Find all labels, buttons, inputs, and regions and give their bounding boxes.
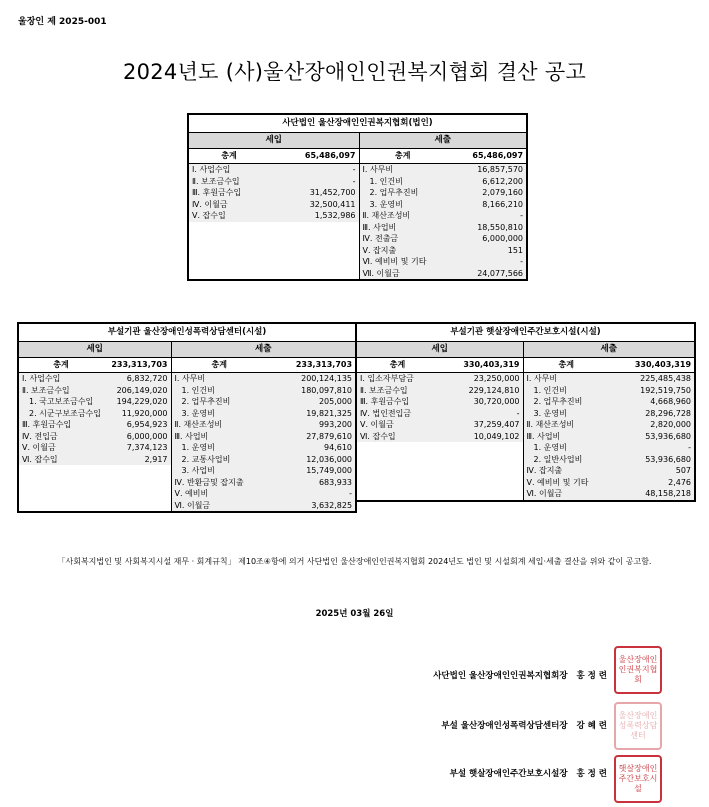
income-total-value: 65,486,097 (269, 149, 359, 164)
income-item-value: 6,954,923 (103, 419, 171, 431)
expense-total-label: 총계 (523, 358, 609, 373)
table-row (356, 419, 695, 431)
expense-item-label: 1. 인건비 (523, 385, 609, 397)
total-row (188, 149, 527, 164)
table-row (356, 385, 695, 397)
expense-item-value: 27,879,610 (267, 431, 356, 443)
expense-item-value: 180,097,810 (267, 385, 356, 397)
expense-item-label: Ⅴ. 예비비 (171, 488, 267, 500)
income-item-label: Ⅳ. 법인전입금 (356, 408, 438, 420)
caption-row (188, 114, 527, 133)
expense-item-label: Ⅶ. 이월금 (359, 268, 446, 281)
table-row (18, 396, 356, 408)
empty-cell (103, 488, 171, 500)
expense-item-value: 993,200 (267, 419, 356, 431)
table-row (188, 199, 527, 211)
expense-item-value: 6,000,000 (446, 233, 527, 245)
table-row (188, 233, 527, 245)
table-row (356, 373, 695, 385)
section-header-row (188, 133, 527, 149)
income-item-label: Ⅱ. 보조금수입 (188, 176, 269, 188)
expense-item-label: Ⅰ. 사무비 (523, 373, 609, 385)
expense-item-label: 1. 인건비 (359, 176, 446, 188)
empty-cell (18, 500, 103, 513)
expense-header: 세출 (171, 342, 356, 358)
official-seal (614, 646, 662, 694)
expense-item-value: - (267, 488, 356, 500)
table-row (356, 408, 695, 420)
expense-item-label: Ⅵ. 예비비 및 기타 (359, 256, 446, 268)
table-row (18, 408, 356, 420)
expense-item-value: - (446, 210, 527, 222)
table-row (188, 222, 527, 234)
income-total-label: 총계 (188, 149, 269, 164)
income-item-value: 37,259,407 (438, 419, 523, 431)
expense-item-label: 3. 운영비 (171, 408, 267, 420)
official-seal (614, 702, 662, 750)
signature-line-2 (441, 719, 607, 731)
expense-item-value: 507 (609, 465, 695, 477)
income-item-value: 194,229,020 (103, 396, 171, 408)
signer-name: 강 혜 련 (576, 721, 607, 731)
page-title: 2024년도 (사)울산장애인인권복지협회 결산 공고 (122, 60, 587, 84)
expense-item-label: Ⅳ. 반환금및 잡지출 (171, 477, 267, 489)
income-item-value: 6,000,000 (103, 431, 171, 443)
income-item-value: 32,500,411 (269, 199, 359, 211)
expense-item-label: Ⅱ. 재산조성비 (171, 419, 267, 431)
expense-item-value: - (609, 442, 695, 454)
empty-cell (188, 222, 269, 234)
caption-row (18, 323, 356, 342)
left-table-body (18, 323, 356, 512)
empty-cell (438, 454, 523, 466)
income-item-label: Ⅱ. 보조금수입 (356, 385, 438, 397)
expense-item-value: 12,036,000 (267, 454, 356, 466)
counseling-center-settlement-table (17, 322, 357, 513)
expense-item-value: 205,000 (267, 396, 356, 408)
empty-cell (438, 442, 523, 454)
expense-item-value: 94,610 (267, 442, 356, 454)
expense-item-label: Ⅱ. 재산조성비 (359, 210, 446, 222)
expense-item-label: 2. 업무추진비 (523, 396, 609, 408)
table-row (356, 442, 695, 454)
expense-item-label: Ⅴ. 예비비 및 기타 (523, 477, 609, 489)
expense-item-value: 53,936,680 (609, 431, 695, 443)
table-row (18, 488, 356, 500)
official-seal (614, 755, 662, 803)
signature-line-3 (450, 767, 607, 779)
expense-item-value: 683,933 (267, 477, 356, 489)
income-item-label: 2. 시군구보조금수입 (18, 408, 103, 420)
income-item-value: - (269, 164, 359, 176)
expense-item-label: 1. 인건비 (171, 385, 267, 397)
expense-item-label: Ⅲ. 사업비 (171, 431, 267, 443)
expense-item-value: 48,158,218 (609, 488, 695, 501)
caption-row (356, 323, 695, 342)
expense-item-label: Ⅴ. 잡지출 (359, 245, 446, 257)
income-total-label: 총계 (356, 358, 438, 373)
table-row (18, 419, 356, 431)
table-caption: 부설기관 울산장애인성폭력상담센터(시설) (18, 323, 356, 342)
empty-cell (269, 233, 359, 245)
empty-cell (188, 268, 269, 281)
empty-cell (269, 268, 359, 281)
empty-cell (188, 256, 269, 268)
expense-item-value: 24,077,566 (446, 268, 527, 281)
empty-cell (356, 465, 438, 477)
income-item-value: - (269, 176, 359, 188)
expense-item-label: 2. 업무추진비 (359, 187, 446, 199)
expense-item-label: Ⅵ. 이월금 (523, 488, 609, 501)
expense-item-value: 53,936,680 (609, 454, 695, 466)
expense-item-value: 200,124,135 (267, 373, 356, 385)
right-table-body (356, 323, 695, 501)
empty-cell (18, 488, 103, 500)
table-row (18, 385, 356, 397)
income-item-label: Ⅴ. 이월금 (356, 419, 438, 431)
empty-cell (269, 245, 359, 257)
expense-item-value: 6,612,200 (446, 176, 527, 188)
empty-cell (103, 500, 171, 513)
table-row (356, 454, 695, 466)
table-row (188, 245, 527, 257)
empty-cell (103, 465, 171, 477)
income-item-label: Ⅲ. 후원금수입 (188, 187, 269, 199)
day-care-settlement-table (355, 322, 696, 502)
expense-item-value: 28,296,728 (609, 408, 695, 420)
table-row (18, 373, 356, 385)
income-total-value: 233,313,703 (103, 358, 171, 373)
income-item-value: 1,532,986 (269, 210, 359, 222)
empty-cell (356, 454, 438, 466)
empty-cell (18, 465, 103, 477)
income-header: 세입 (188, 133, 359, 149)
table-row (188, 164, 527, 176)
table-row (188, 256, 527, 268)
section-header-row (356, 342, 695, 358)
expense-item-value: 18,550,810 (446, 222, 527, 234)
table-caption: 사단법인 울산장애인인권복지협회(법인) (188, 114, 527, 133)
income-item-label: Ⅵ. 잡수입 (18, 454, 103, 466)
document-number: 울장인 제 2025-001 (18, 17, 107, 27)
expense-item-label: Ⅲ. 사업비 (359, 222, 446, 234)
income-item-value: 229,124,810 (438, 385, 523, 397)
expense-item-value: 19,821,325 (267, 408, 356, 420)
signer-name: 홍 정 련 (576, 769, 607, 779)
expense-item-value: 151 (446, 245, 527, 257)
expense-item-value: 2,476 (609, 477, 695, 489)
income-item-value: 6,832,720 (103, 373, 171, 385)
empty-cell (356, 488, 438, 501)
income-item-label: Ⅳ. 전입금 (18, 431, 103, 443)
expense-item-label: Ⅱ. 재산조성비 (523, 419, 609, 431)
income-item-label: Ⅵ. 잡수입 (356, 431, 438, 443)
empty-cell (188, 233, 269, 245)
income-item-label: Ⅲ. 후원금수입 (18, 419, 103, 431)
income-item-value: 10,049,102 (438, 431, 523, 443)
expense-item-label: Ⅵ. 이월금 (171, 500, 267, 513)
table-row (356, 396, 695, 408)
top-table-body (188, 114, 527, 280)
income-item-label: Ⅰ. 사업수입 (18, 373, 103, 385)
expense-item-value: 15,749,000 (267, 465, 356, 477)
expense-item-value: 16,857,570 (446, 164, 527, 176)
empty-cell (269, 256, 359, 268)
income-item-label: 1. 국고보조금수입 (18, 396, 103, 408)
expense-item-value: 3,632,825 (267, 500, 356, 513)
announcement-date: 2025년 03월 26일 (315, 609, 394, 619)
signer-name: 홍 정 련 (576, 671, 607, 681)
income-item-label: Ⅲ. 후원금수입 (356, 396, 438, 408)
income-item-value: 11,920,000 (103, 408, 171, 420)
income-item-label: Ⅰ. 입소자부담금 (356, 373, 438, 385)
expense-item-label: Ⅰ. 사무비 (359, 164, 446, 176)
income-item-value: 206,149,020 (103, 385, 171, 397)
signer-title: 부설 울산장애인성폭력상담센터장 (441, 721, 568, 731)
empty-cell (356, 477, 438, 489)
expense-total-label: 총계 (359, 149, 446, 164)
empty-cell (103, 477, 171, 489)
section-header-row (18, 342, 356, 358)
table-row (18, 454, 356, 466)
notice-text: 「사회복지법인 및 사회복지시설 재무 · 회계규칙」 제10조④항에 의거 사단법인 울산장애인인권복지협회 2024년도 법인 및 시설회계 세입·세출 결산을 위와 같이 공고함. (57, 557, 652, 566)
expense-item-label: 3. 운영비 (523, 408, 609, 420)
income-total-label: 총계 (18, 358, 103, 373)
signer-title: 부설 햇살장애인주간보호시설장 (449, 769, 568, 779)
income-item-label: Ⅴ. 이월금 (18, 442, 103, 454)
expense-total-label: 총계 (171, 358, 267, 373)
expense-header: 세출 (523, 342, 695, 358)
income-item-value: 7,374,123 (103, 442, 171, 454)
expense-item-label: 2. 일반사업비 (523, 454, 609, 466)
empty-cell (356, 442, 438, 454)
income-item-label: Ⅰ. 사업수입 (188, 164, 269, 176)
expense-item-label: Ⅰ. 사무비 (171, 373, 267, 385)
expense-item-value: - (446, 256, 527, 268)
income-header: 세입 (356, 342, 523, 358)
expense-total-value: 233,313,703 (267, 358, 356, 373)
expense-item-label: Ⅳ. 전출금 (359, 233, 446, 245)
total-row (356, 358, 695, 373)
expense-item-value: 2,820,000 (609, 419, 695, 431)
signature-line-1 (433, 669, 607, 681)
income-item-value: 23,250,000 (438, 373, 523, 385)
table-row (188, 210, 527, 222)
total-row (18, 358, 356, 373)
expense-total-value: 65,486,097 (446, 149, 527, 164)
expense-item-value: 8,166,210 (446, 199, 527, 211)
expense-item-value: 225,485,438 (609, 373, 695, 385)
expense-item-label: Ⅳ. 잡지출 (523, 465, 609, 477)
table-row (18, 477, 356, 489)
income-item-value: 2,917 (103, 454, 171, 466)
table-row (18, 465, 356, 477)
expense-item-label: 1. 운영비 (523, 442, 609, 454)
empty-cell (18, 477, 103, 489)
income-item-label: Ⅱ. 보조금수입 (18, 385, 103, 397)
income-total-value: 330,403,319 (438, 358, 523, 373)
empty-cell (438, 477, 523, 489)
table-row (356, 488, 695, 501)
income-item-label: Ⅴ. 잡수입 (188, 210, 269, 222)
expense-item-label: Ⅲ. 사업비 (523, 431, 609, 443)
table-row (18, 431, 356, 443)
expense-item-value: 2,079,160 (446, 187, 527, 199)
expense-total-value: 330,403,319 (609, 358, 695, 373)
income-item-value: 30,720,000 (438, 396, 523, 408)
income-item-value: - (438, 408, 523, 420)
table-row (356, 431, 695, 443)
table-row (18, 500, 356, 513)
corporation-settlement-table (187, 113, 528, 281)
empty-cell (188, 245, 269, 257)
expense-item-label: 3. 사업비 (171, 465, 267, 477)
table-row (18, 442, 356, 454)
expense-header: 세출 (359, 133, 527, 149)
income-item-label: Ⅳ. 이월금 (188, 199, 269, 211)
income-header: 세입 (18, 342, 171, 358)
expense-item-label: 3. 운영비 (359, 199, 446, 211)
seal-text: 햇살장애인주간보호시설 (618, 764, 658, 793)
signer-title: 사단법인 울산장애인인권복지협회장 (433, 671, 568, 681)
empty-cell (438, 465, 523, 477)
expense-item-label: 2. 업무추진비 (171, 396, 267, 408)
income-item-value: 31,452,700 (269, 187, 359, 199)
empty-cell (269, 222, 359, 234)
seal-text: 울산장애인성폭력상담센터 (618, 711, 658, 740)
seal-text: 울산장애인인권복지협회 (618, 655, 658, 684)
table-row (188, 187, 527, 199)
expense-item-label: 1. 운영비 (171, 442, 267, 454)
table-row (356, 465, 695, 477)
expense-item-value: 4,668,960 (609, 396, 695, 408)
expense-item-label: 2. 교통사업비 (171, 454, 267, 466)
table-row (356, 477, 695, 489)
expense-item-value: 192,519,750 (609, 385, 695, 397)
table-row (188, 176, 527, 188)
table-row (188, 268, 527, 281)
table-caption: 부설기관 햇살장애인주간보호시설(시설) (356, 323, 695, 342)
empty-cell (438, 488, 523, 501)
